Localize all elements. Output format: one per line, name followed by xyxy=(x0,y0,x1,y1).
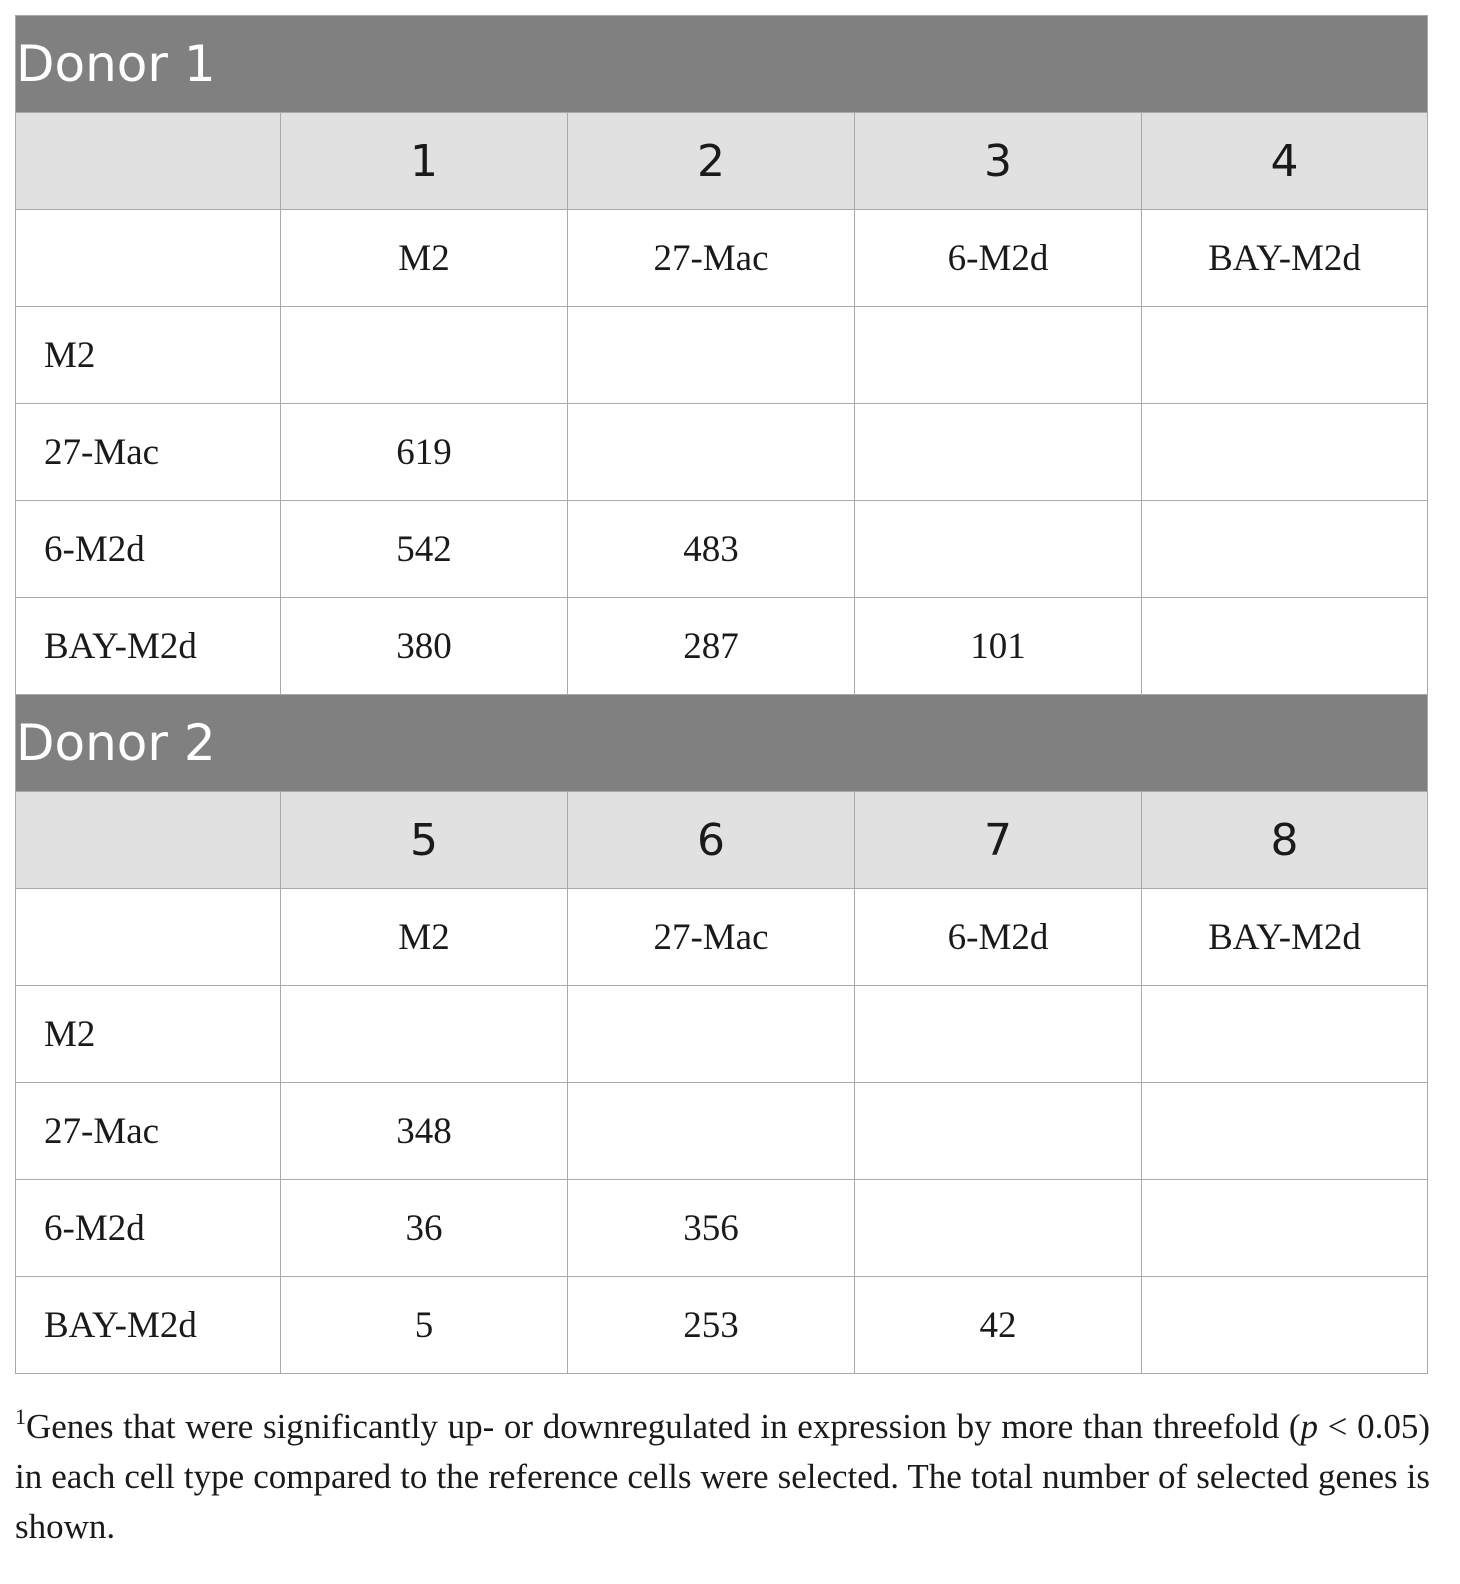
row-label: 27-Mac xyxy=(16,404,281,501)
row-label: M2 xyxy=(16,307,281,404)
donor-title: Donor 1 xyxy=(16,16,1428,113)
empty-corner-cell xyxy=(16,889,281,986)
table-cell xyxy=(1142,501,1428,598)
table-container xyxy=(15,15,1427,1374)
table-cell xyxy=(281,307,568,404)
table-cell xyxy=(1142,986,1428,1083)
row-label: 6-M2d xyxy=(16,1180,281,1277)
footnote-text-before: Genes that were significantly up- or downregulated in expression by more than threefold ( xyxy=(26,1407,1301,1446)
table-row xyxy=(16,501,1428,598)
column-number: 1 xyxy=(281,113,568,210)
gene-count-table xyxy=(15,15,1428,1374)
table-row xyxy=(16,986,1428,1083)
row-label: 27-Mac xyxy=(16,1083,281,1180)
table-cell xyxy=(1142,1180,1428,1277)
empty-corner-cell xyxy=(16,210,281,307)
table-cell xyxy=(568,1083,855,1180)
table-row xyxy=(16,1180,1428,1277)
table-cell xyxy=(855,404,1142,501)
row-label: 6-M2d xyxy=(16,501,281,598)
table-cell xyxy=(855,501,1142,598)
column-number: 3 xyxy=(855,113,1142,210)
table-cell xyxy=(568,307,855,404)
table-cell xyxy=(281,986,568,1083)
table-cell: 253 xyxy=(568,1277,855,1374)
table-cell: 5 xyxy=(281,1277,568,1374)
table-cell xyxy=(855,1180,1142,1277)
table-cell: 483 xyxy=(568,501,855,598)
column-label: M2 xyxy=(281,210,568,307)
column-label-row xyxy=(16,889,1428,986)
donor-header-row xyxy=(16,695,1428,792)
column-number: 8 xyxy=(1142,792,1428,889)
column-number: 5 xyxy=(281,792,568,889)
table-row xyxy=(16,404,1428,501)
table-cell xyxy=(1142,404,1428,501)
table-cell: 542 xyxy=(281,501,568,598)
column-label: 27-Mac xyxy=(568,210,855,307)
footnote-text-after: < 0.05) in each cell type compared to the reference cells were selected. The total number of selected genes is shown. xyxy=(15,1407,1430,1546)
table-cell xyxy=(568,986,855,1083)
table-cell xyxy=(1142,1083,1428,1180)
table-cell: 101 xyxy=(855,598,1142,695)
donor-header-row xyxy=(16,16,1428,113)
table-cell: 36 xyxy=(281,1180,568,1277)
column-number-row xyxy=(16,792,1428,889)
table-cell: 348 xyxy=(281,1083,568,1180)
footnote-marker: 1 xyxy=(15,1404,26,1429)
table-cell: 287 xyxy=(568,598,855,695)
column-label: BAY-M2d xyxy=(1142,889,1428,986)
column-number: 7 xyxy=(855,792,1142,889)
row-label: BAY-M2d xyxy=(16,598,281,695)
table-cell xyxy=(1142,1277,1428,1374)
table-cell: 380 xyxy=(281,598,568,695)
donor-title: Donor 2 xyxy=(16,695,1428,792)
table-cell xyxy=(855,986,1142,1083)
table-cell: 356 xyxy=(568,1180,855,1277)
column-number-row xyxy=(16,113,1428,210)
column-label: 27-Mac xyxy=(568,889,855,986)
empty-corner-cell xyxy=(16,792,281,889)
table-cell xyxy=(855,1083,1142,1180)
column-label: 6-M2d xyxy=(855,889,1142,986)
row-label: BAY-M2d xyxy=(16,1277,281,1374)
table-cell xyxy=(568,404,855,501)
footnote xyxy=(15,1402,1430,1552)
table-row xyxy=(16,598,1428,695)
table-cell: 619 xyxy=(281,404,568,501)
p-symbol: p xyxy=(1300,1407,1318,1446)
table-row xyxy=(16,1277,1428,1374)
table-cell: 42 xyxy=(855,1277,1142,1374)
column-label: 6-M2d xyxy=(855,210,1142,307)
table-cell xyxy=(1142,307,1428,404)
column-number: 6 xyxy=(568,792,855,889)
table-cell xyxy=(1142,598,1428,695)
table-row xyxy=(16,1083,1428,1180)
column-label: M2 xyxy=(281,889,568,986)
empty-corner-cell xyxy=(16,113,281,210)
column-label: BAY-M2d xyxy=(1142,210,1428,307)
column-number: 2 xyxy=(568,113,855,210)
table-cell xyxy=(855,307,1142,404)
row-label: M2 xyxy=(16,986,281,1083)
column-label-row xyxy=(16,210,1428,307)
table-row xyxy=(16,307,1428,404)
column-number: 4 xyxy=(1142,113,1428,210)
